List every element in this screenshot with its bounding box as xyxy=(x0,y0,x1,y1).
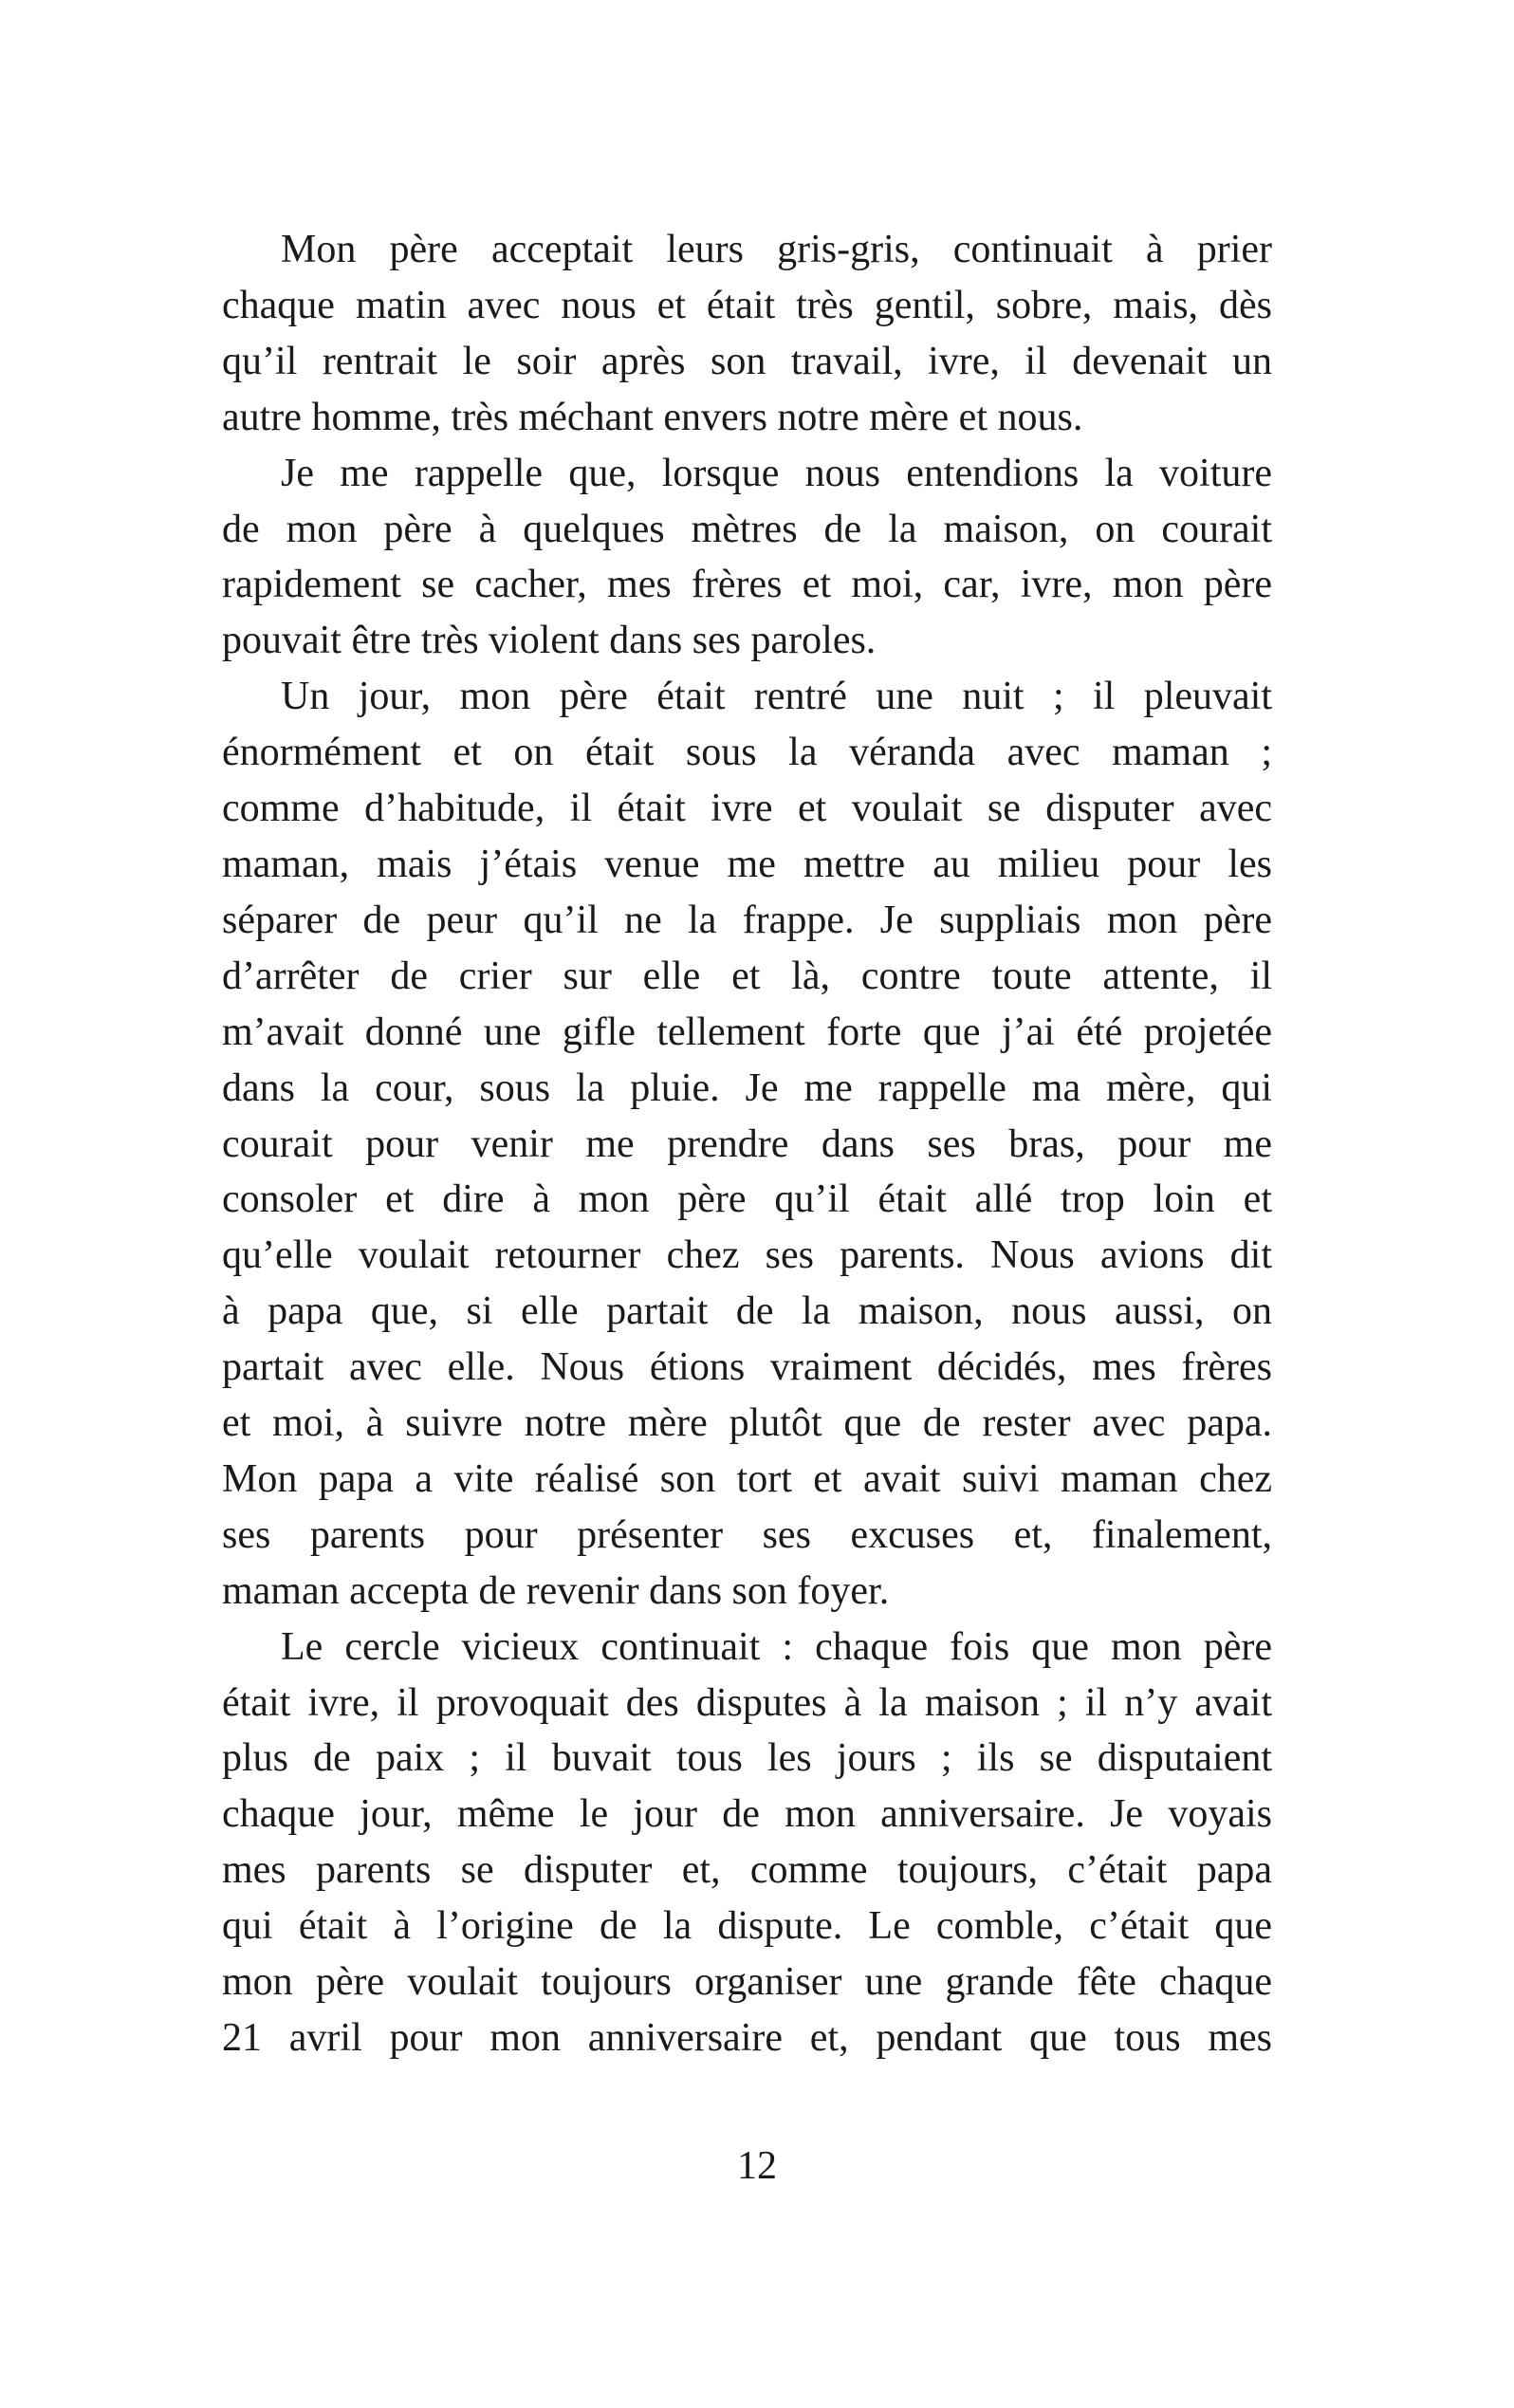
text-line: ses parents pour présenter ses excuses et, finalement, xyxy=(222,1512,1272,1557)
text-line: qu’il rentrait le soir après son travail, ivre, il devenait un xyxy=(222,339,1272,383)
text-line: chaque jour, même le jour de mon anniversaire. Je voyais xyxy=(222,1792,1272,1837)
text-line: maman accepta de revenir dans son foyer. xyxy=(222,1568,890,1613)
page-body-text xyxy=(222,222,1272,2066)
text-line: était ivre, il provoquait des disputes à la maison ; il n’y avait xyxy=(222,1680,1272,1725)
paragraph xyxy=(222,1620,1272,2066)
text-line: et moi, à suivre notre mère plutôt que de rester avec papa. xyxy=(222,1401,1272,1446)
text-line: 21 avril pour mon anniversaire et, pendant que tous mes xyxy=(222,2016,1272,2060)
text-line: Le cercle vicieux continuait : chaque fois que mon père xyxy=(281,1624,1272,1669)
text-line: Je me rappelle que, lorsque nous entendions la voiture xyxy=(281,451,1272,495)
text-line: autre homme, très méchant envers notre mère et nous. xyxy=(222,395,1083,439)
text-line: consoler et dire à mon père qu’il était allé trop loin et xyxy=(222,1177,1272,1222)
text-line: de mon père à quelques mètres de la maison, on courait xyxy=(222,507,1272,551)
text-line: partait avec elle. Nous étions vraiment décidés, mes frères xyxy=(222,1345,1272,1390)
text-line: mes parents se disputer et, comme toujours, c’était papa xyxy=(222,1848,1272,1893)
paragraph xyxy=(222,446,1272,670)
text-line: Mon papa a vite réalisé son tort et avait suivi maman chez xyxy=(222,1456,1272,1501)
text-line: m’avait donné une gifle tellement forte que j’ai été projetée xyxy=(222,1010,1272,1054)
text-line: comme d’habitude, il était ivre et voulait se disputer avec xyxy=(222,787,1272,831)
paragraph xyxy=(222,669,1272,1619)
text-line: d’arrêter de crier sur elle et là, contre toute attente, il xyxy=(222,954,1272,998)
paragraph xyxy=(222,222,1272,446)
text-line: chaque matin avec nous et était très gentil, sobre, mais, dès xyxy=(222,283,1272,327)
text-line: maman, mais j’étais venue me mettre au milieu pour les xyxy=(222,842,1272,886)
text-line: rapidement se cacher, mes frères et moi, car, ivre, mon père xyxy=(222,563,1272,607)
text-line: plus de paix ; il buvait tous les jours ; ils se disputaient xyxy=(222,1736,1272,1781)
text-line: mon père voulait toujours organiser une grande fête chaque xyxy=(222,1960,1272,2005)
text-line: qui était à l’origine de la dispute. Le comble, c’était que xyxy=(222,1904,1272,1949)
text-line: Un jour, mon père était rentré une nuit ; il pleuvait xyxy=(281,675,1272,719)
text-line: dans la cour, sous la pluie. Je me rappelle ma mère, qui xyxy=(222,1065,1272,1110)
text-line: séparer de peur qu’il ne la frappe. Je suppliais mon père xyxy=(222,898,1272,942)
text-line: à papa que, si elle partait de la maison, nous aussi, on xyxy=(222,1289,1272,1334)
text-line: qu’elle voulait retourner chez ses parents. Nous avions dit xyxy=(222,1233,1272,1278)
text-line: Mon père acceptait leurs gris-gris, continuait à prier xyxy=(281,228,1272,271)
text-line: courait pour venir me prendre dans ses bras, pour me xyxy=(222,1121,1272,1166)
text-line: énormément et on était sous la véranda avec maman ; xyxy=(222,731,1272,775)
text-line: pouvait être très violent dans ses paroles. xyxy=(222,619,877,663)
page-number: 12 xyxy=(737,2144,777,2188)
